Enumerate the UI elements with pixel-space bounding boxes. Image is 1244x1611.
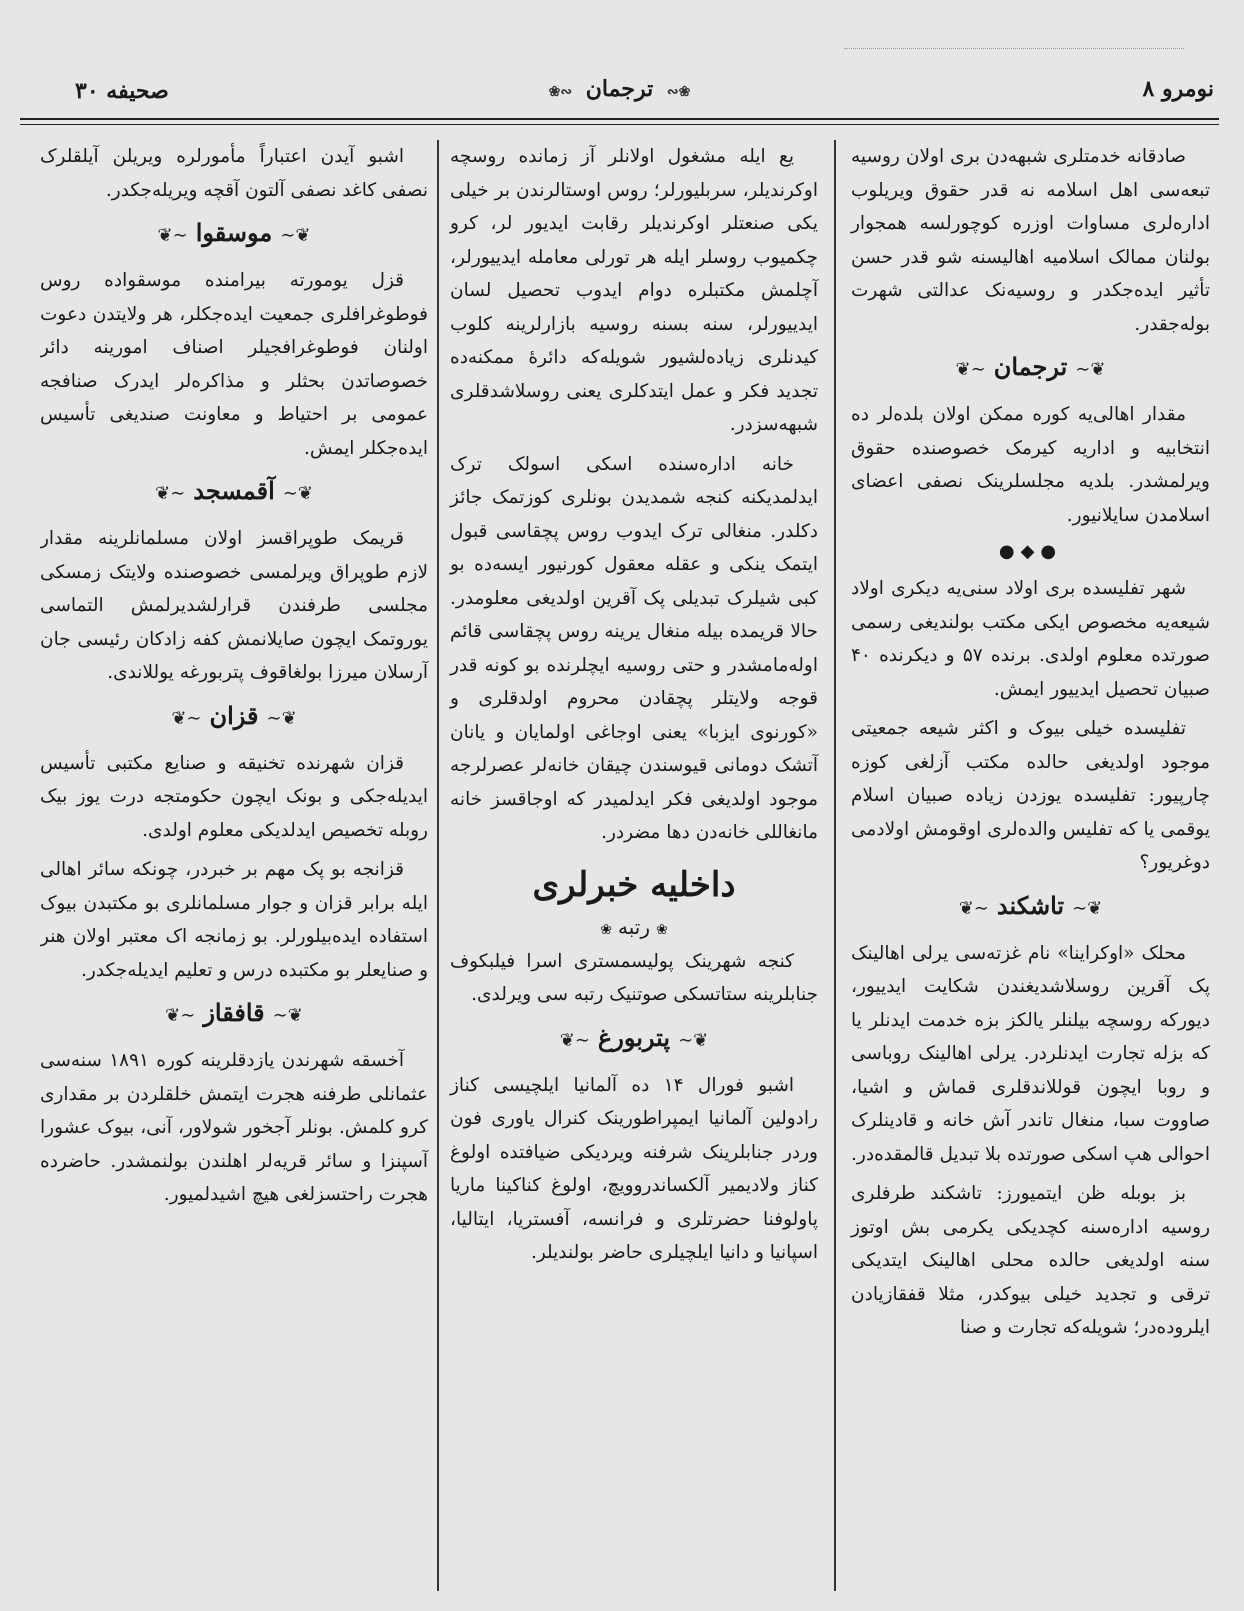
- section-heading-text: قزان: [209, 700, 259, 730]
- article-paragraph: قزان شهرنده تخنیقه و صنایع مکتبی تأسیس ایدیله‌جکی و بونک ایچون حکومتجه درت یوز بیک روبله تخصیص ایدلدیکی معلوم اولدی.: [40, 752, 428, 841]
- article-paragraph: کنجه شهرینک پولیسمستری اسرا فیلبکوف جنابلرینه ستاتسکی صوتنیک رتبه سی ویرلدی.: [450, 950, 818, 1005]
- header-rule-thin: [20, 124, 1219, 125]
- section-heading: [40, 213, 428, 256]
- section-heading-text: ترجمان: [993, 352, 1068, 381]
- page-number: صحیفه ۳۰: [75, 78, 169, 104]
- article-paragraph: محلک «اوکراینا» نام غزته‌سی یرلی اهالینک پک آقرین روسلاشدیغندن شکایت ایدییور، دیورکه روسچه بیلنلر یالکز بزه خدمت ایدنلر یا که بزله تجارت ایدنلردر. یرلی اهالینک روباسی و روبا ایچون قوللاندقلری قماش و اشیا، صاووت سبا، منغال تاندر آش خانه و قادینلرک احوالی هپ اسکی صورتده بلا تبدیل قالمقده‌در.: [851, 942, 1210, 1165]
- ornament-icon: ∽❦: [958, 897, 989, 919]
- article-paragraph: شهر تفلیسده بری اولاد سنی‌یه دیکری اولاد شیعه‌یه مخصوص ایکی مکتب بولندیغی رسمی صورتده معلوم اولدی. برنده ۵۷ و دیکرنده ۴۰ صبیان تحصیل ایدییور ایمش.: [851, 578, 1210, 700]
- article-paragraph: مقدار اهالی‌یه کوره ممکن اولان بلده‌لر ده انتخابیه و اداریه کیرمک خصوصنده حقوق ویرلمشدر. بلدیه مجلسلرینک نصفی اعضای اسلامدن سایلانیور.: [851, 404, 1210, 526]
- section-heading-text: آقمسجد: [193, 476, 275, 505]
- paper-title-text: ترجمان: [585, 76, 654, 102]
- article-paragraph: یع ایله مشغول اولانلر آز زمانده روسچه اوکرندیلر، سربلیورلر؛ روس اوستالرندن بر خیلی یکی صنعتلر اوکرندیلر رقابت ایدیور لر، کرو چکمیوب روسلر ایله هر تورلی معامله ایدییورلر، آچلمش مکتبلره دوام ایدوب تحصیل لسان ایدییورلر، سنه بسنه روسیه بازارلرینه کلوب کیدنلری زیاده‌لشیور شویله‌که دائرهٔ ممکنه‌ده تجدید فکر و عمل ایتدکلری یعنی روسلاشدقلری شبهه‌سزدر.: [450, 146, 818, 435]
- ornament-icon: ∽❦: [155, 483, 186, 504]
- paper-title: [20, 76, 1219, 102]
- article-paragraph: قزل یومورته بیرامنده موسقواده روس فوطوغرافلری جمعیت ایده‌جکلر، هر ولایتدن دعوت اولنان فوطوغرافجیلر اصناف امورینه دائر خصوصاتدن بحثلر و مذاکره‌لر ایدرک صنافجه عمومی بر احتیاط و معاونت صندیغی تأسیس ایده‌جکلر ایمش.: [40, 270, 428, 459]
- section-heading-text: قافقاز: [203, 998, 265, 1027]
- section-heading: [851, 886, 1210, 929]
- header-rule: [20, 118, 1219, 120]
- column-divider: [437, 140, 439, 1591]
- ornament-icon: ∽❦: [955, 359, 986, 380]
- ornament-icon: ∽❦: [171, 707, 202, 729]
- subheading-text: رتبه: [618, 914, 650, 939]
- section-heading: [40, 696, 428, 739]
- article-paragraph: تفلیسده خیلی بیوک و اکثر شیعه جمعیتی موجود اولدیغی حالده مکتب آزلغی کوزه چارپیور: تفلیسده یوزدن زیاده صبیان اسلام یوقمی یا که تفلیس والده‌لری اوقومش اولادمی دوغریور؟: [851, 718, 1210, 873]
- section-heading: [40, 471, 428, 514]
- ornament-icon: ❦∽: [280, 225, 311, 246]
- article-paragraph: خانه اداره‌سنده اسکی اسولک ترک ایدلمدیکنه کنجه شمدیدن بونلری کوزتمک جائز دکلدر. منغالی ترک ایدوب روس پچقاسی قبول ایتمک ینکی و عقله معقول کورنیور ایسه‌ده بو کبی شیلرک تبدیلی پک آقرین اولدیغی معلومدر. حالا قریمده بیله منغال یرینه روس پچقاسی قائم اوله‌مامشدر و حتی روسیه ایچلرنده بو کونه قدر قوجه ولایتلر پچقادن محروم اولدقلری و «کورنوی ایزبا» یعنی اوجاغی اولمایان و یانان آتشک دومانی قیوسندن چیقان خانه‌لر عصرلرجه موجود اولدیغی فکر ایدلمیدر که اوجاقسز خانه مانغاللی خانه‌دن دها مضردر.: [450, 453, 818, 843]
- ornament-icon: ∽❦: [157, 225, 188, 246]
- article-paragraph: اشبو فورال ۱۴ ده آلمانیا ایلچیسی کناز رادولین آلمانیا ایمپراطورینک کنرال یاوری فون وردر جنابلرینک شرفنه ویردیکی ضیافتده اولوغ کناز ولادیمیر آلکساندروویچ، اولوغ کناکینا ماریا پاولوفنا حضرتلری و فرانسه، آفستریا، ایتالیا، اسپانیا و دانیا ایلچیلری حاضر بولندیلر.: [450, 1074, 818, 1263]
- ornament-icon: ❦∽: [1072, 897, 1103, 919]
- ornament-icon: ❦∽: [678, 1029, 709, 1051]
- ornament-icon: ❀: [655, 921, 668, 938]
- article-paragraph: آخسقه شهرندن یازدقلرینه کوره ۱۸۹۱ سنه‌سی عثمانلی طرفنه هجرت ایتمش خلقلردن بر مقداری کرو کلمش. بونلر آجخور شولاور، آنی، بیوک عشورا آسپنزا و سائر قریه‌لر اهلندن بولنمشدر. حاضرده هجرت راحتسزلغی هیچ اشیدلمیور.: [40, 1050, 428, 1205]
- ornament-icon: ∽❦: [165, 1005, 196, 1026]
- issue-number: نومرو ۸: [1142, 76, 1214, 102]
- section-heading: [40, 993, 428, 1036]
- column-right: [839, 140, 1214, 1591]
- article-paragraph: بز بوبله ظن ایتمیورز: تاشکند طرفلری روسیه اداره‌سنه کچدیکی یکرمی بش اوتوز سنه اولدیغی حالده محلی اهالینک ایتدیکی ترقی و تجدید خیلی بیوکدر، مثلا قفقازیادن ایلروده‌در؛ شویله‌که تجارت و صنا: [851, 1183, 1210, 1338]
- column-divider: [834, 140, 836, 1591]
- ornament-icon: ∾❀: [548, 84, 573, 100]
- column-middle: [444, 140, 824, 1591]
- section-heading: [450, 1018, 818, 1061]
- section-heading-text: موسقوا: [195, 218, 273, 247]
- ornament-icon: ❀: [600, 921, 612, 938]
- section-heading: [851, 347, 1210, 390]
- ornament-icon: ❦∽: [266, 707, 297, 729]
- margin-scribble: [844, 38, 1184, 49]
- masthead: [20, 70, 1219, 120]
- section-heading-text: پتربورغ: [597, 1022, 671, 1052]
- section-heading-text: تاشکند: [996, 890, 1065, 920]
- ornament-icon: ❦∽: [272, 1005, 303, 1026]
- separator-ornament: ●◆●: [998, 541, 1063, 562]
- ornament-icon: ❦∽: [282, 483, 313, 504]
- article-paragraph: قریمک طوپراقسز اولان مسلمانلرینه مقدار لازم طوپراق ویرلمسی خصوصنده ولایتک زمسکی مجلسی طرفندن قرارلشدیرلمش التماسی یوروتمک ایچون صایلانمش کفه زادکان رئیسی جان آرسلان میرزا بولغاقوف پتربورغه یوللاندی.: [40, 528, 428, 683]
- article-paragraph: اشبو آیدن اعتباراً مأمورلره ویریلن آیلقلرک نصفی کاغد نصفی آلتون آقچه ویریله‌جکدر.: [40, 146, 428, 201]
- ornament-icon: ∽❦: [559, 1029, 590, 1051]
- column-left: [40, 140, 432, 1591]
- domestic-news-heading: داخلیه خبرلری: [532, 864, 736, 905]
- ornament-icon: ❀∾: [666, 84, 691, 100]
- article-paragraph: صادقانه خدمتلری شبهه‌دن بری اولان روسیه تبعه‌سی اهل اسلامه نه قدر حقوق ویریلوب اداره‌لری مساوات اوزره کوچورلسه همجوار بولنان ممالک اسلامیه اهالیسنه شو قدر حسن تأثیر ایده‌جکدر و روسیه‌نک عدالتی شهرت بوله‌جقدر.: [851, 146, 1210, 335]
- ornament-icon: ❦∽: [1075, 359, 1106, 380]
- subheading: [450, 912, 818, 945]
- article-paragraph: قزانجه بو پک مهم بر خبردر، چونکه سائر اهالی ایله برابر قزان و جوار مسلمانلری بو مکتبدن بیوک استفاده ایده‌بیلورلر. بو زمانجه اک معتبر اولان هنر و صنایعلر بو مکتبده درس و تعلیم ایدیله‌جکدر.: [40, 859, 428, 981]
